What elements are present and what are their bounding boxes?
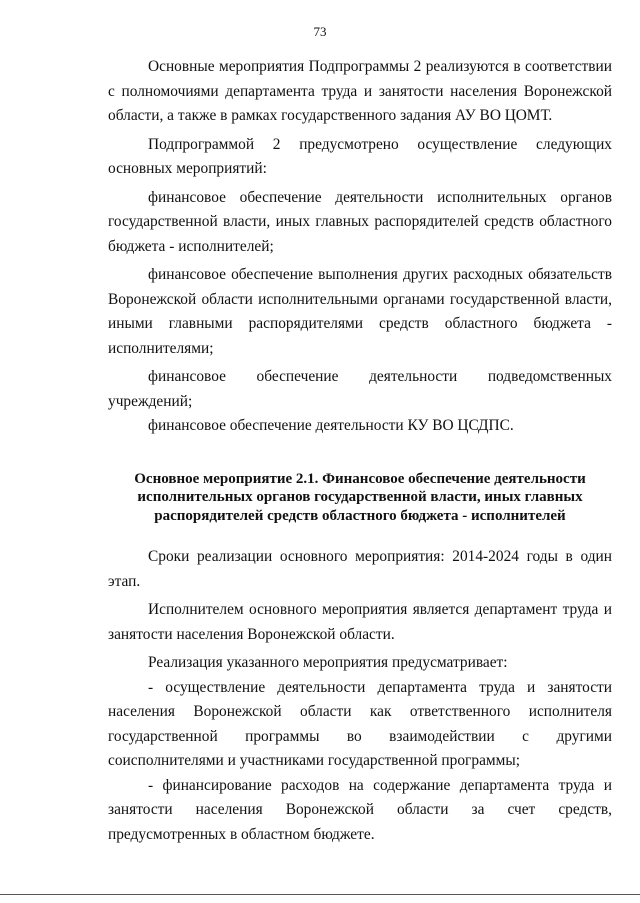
measure-item: финансовое обеспечение деятельности КУ ВО ЦСДПС. [148, 417, 514, 434]
list-item: - осуществление деятельности департамента труда и занятости населения Воронежской области как ответственного исполнителя государственной программы во взаимодействии с другими соисполнителями и участниками государственной программы; [108, 678, 612, 769]
paragraph-period: Сроки реализации основного мероприятия: 2014-2024 годы в один этап. [108, 548, 612, 590]
section-heading: Основное мероприятие 2.1. Финансовое обеспечение деятельности исполнительных органов государственной власти, иных главных распорядителей средств областного бюджета - исполнителей [134, 470, 586, 524]
measure-item: финансовое обеспечение деятельности исполнительных органов государственной власти, иных главных распорядителей средств областного бюджета - исполнителей; [108, 188, 612, 255]
paragraph-executor: Исполнителем основного мероприятия является департамент труда и занятости населения Воронежской области. [108, 601, 612, 643]
document-body [108, 55, 612, 847]
paragraph-measures-intro: Подпрограммой 2 предусмотрено осуществление следующих основных мероприятий: [108, 135, 612, 177]
measure-item: финансовое обеспечение выполнения других расходных обязательств Воронежской области исполнительными органами государственной власти, иными главными распорядителями средств областного бюджета - исполнителями; [108, 266, 612, 357]
page-number: 73 [313, 24, 327, 39]
measure-item: финансовое обеспечение деятельности подведомственных учреждений; [108, 368, 612, 410]
paragraph-intro: Основные мероприятия Подпрограммы 2 реализуются в соответствии с полномочиями департамента труда и занятости населения Воронежской области, а также в рамках государственного задания АУ ВО ЦОМТ. [108, 58, 612, 124]
list-item: - финансирование расходов на содержание департамента труда и занятости населения Воронежской области за счет средств, предусмотренных в областном бюджете. [108, 776, 612, 843]
paragraph-provides: Реализация указанного мероприятия предусматривает: [148, 654, 508, 671]
page-bottom-edge [0, 894, 640, 895]
